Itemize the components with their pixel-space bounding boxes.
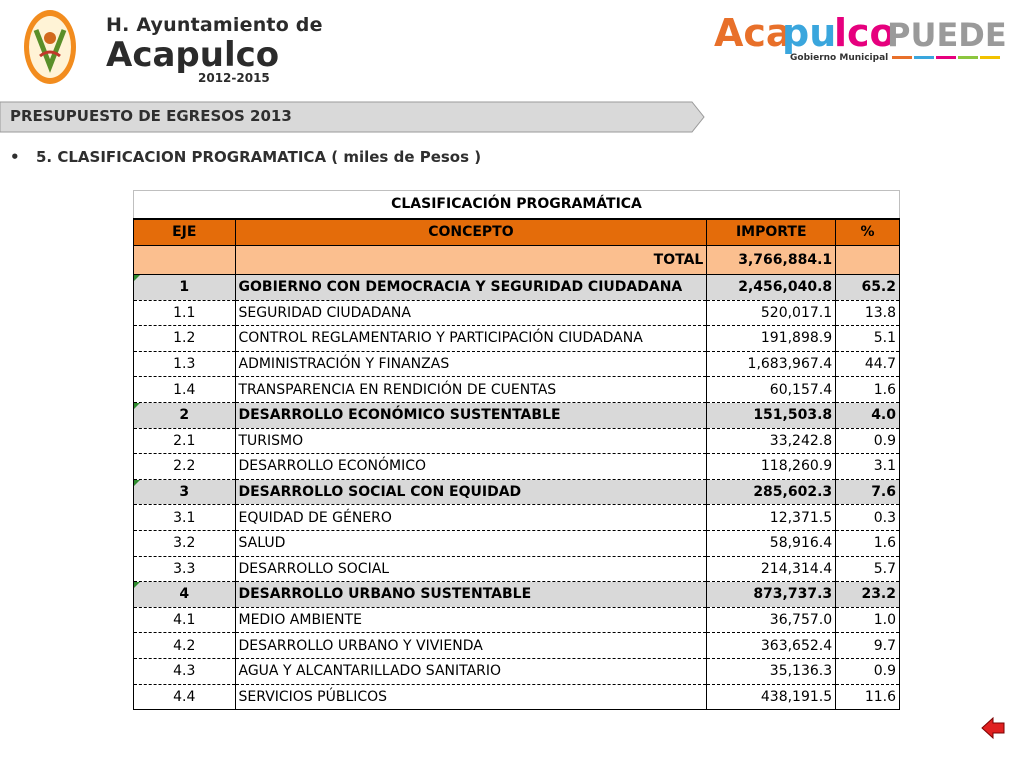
table-row (134, 326, 900, 352)
percent-cell: 9.7 (836, 633, 900, 659)
importe-cell: 35,136.3 (707, 658, 836, 684)
percent-cell: 13.8 (836, 300, 900, 326)
percent-cell: 0.9 (836, 658, 900, 684)
concepto-cell: DESARROLLO ECONÓMICO SUSTENTABLE (235, 402, 707, 428)
importe-cell: 363,652.4 (707, 633, 836, 659)
section-subtitle (10, 148, 481, 166)
concepto-cell: CONTROL REGLAMENTARIO Y PARTICIPACIÓN CIUDADANA (235, 326, 707, 352)
svg-text:Aca: Aca (714, 11, 792, 55)
table-row (134, 633, 900, 659)
total-importe: 3,766,884.1 (707, 246, 836, 275)
percent-cell: 11.6 (836, 684, 900, 710)
importe-cell: 151,503.8 (707, 402, 836, 428)
municipal-seal-icon (22, 8, 78, 86)
axis-row (134, 275, 900, 301)
importe-cell: 520,017.1 (707, 300, 836, 326)
total-row (134, 246, 900, 275)
table-row (134, 300, 900, 326)
percent-cell: 0.9 (836, 428, 900, 454)
svg-text:lco: lco (834, 11, 896, 55)
total-label: TOTAL (235, 246, 707, 275)
importe-cell: 191,898.9 (707, 326, 836, 352)
total-percent-cell (836, 246, 900, 275)
eje-cell: 4.2 (134, 633, 236, 659)
table-row (134, 454, 900, 480)
table-header-row (134, 219, 900, 246)
percent-cell: 1.6 (836, 530, 900, 556)
concepto-cell: DESARROLLO URBANO SUSTENTABLE (235, 582, 707, 608)
cell-comment-marker (134, 480, 140, 486)
percent-cell: 5.7 (836, 556, 900, 582)
axis-row (134, 582, 900, 608)
importe-cell: 438,191.5 (707, 684, 836, 710)
eje-cell: 2.1 (134, 428, 236, 454)
eje-cell: 2 (134, 402, 236, 428)
table-row (134, 505, 900, 531)
svg-text:PUEDE: PUEDE (887, 16, 1007, 54)
importe-cell: 58,916.4 (707, 530, 836, 556)
percent-cell: 44.7 (836, 351, 900, 377)
cell-comment-marker (134, 275, 140, 281)
percent-cell: 4.0 (836, 402, 900, 428)
back-arrow-icon[interactable] (981, 716, 1005, 740)
eje-cell: 1 (134, 275, 236, 301)
concepto-cell: TURISMO (235, 428, 707, 454)
org-period: 2012-2015 (198, 71, 270, 85)
percent-cell: 23.2 (836, 582, 900, 608)
acapulco-puede-logo (712, 4, 1012, 68)
percent-cell: 1.0 (836, 607, 900, 633)
concepto-cell: SERVICIOS PÚBLICOS (235, 684, 707, 710)
header-concepto: CONCEPTO (235, 219, 707, 246)
svg-text:Gobierno Municipal: Gobierno Municipal (790, 53, 889, 63)
eje-cell: 2.2 (134, 454, 236, 480)
concepto-cell: DESARROLLO ECONÓMICO (235, 454, 707, 480)
importe-cell: 60,157.4 (707, 377, 836, 403)
axis-row (134, 479, 900, 505)
eje-cell: 3.3 (134, 556, 236, 582)
org-name-line2: Acapulco (106, 35, 280, 75)
importe-cell: 12,371.5 (707, 505, 836, 531)
eje-cell: 3 (134, 479, 236, 505)
table-row (134, 428, 900, 454)
header-importe: IMPORTE (707, 219, 836, 246)
svg-text:pu: pu (782, 11, 837, 55)
table-row (134, 556, 900, 582)
percent-cell: 65.2 (836, 275, 900, 301)
concepto-cell: EQUIDAD DE GÉNERO (235, 505, 707, 531)
concepto-cell: ADMINISTRACIÓN Y FINANZAS (235, 351, 707, 377)
eje-cell: 1.1 (134, 300, 236, 326)
percent-cell: 3.1 (836, 454, 900, 480)
importe-cell: 285,602.3 (707, 479, 836, 505)
concepto-cell: DESARROLLO URBANO Y VIVIENDA (235, 633, 707, 659)
importe-cell: 214,314.4 (707, 556, 836, 582)
concepto-cell: DESARROLLO SOCIAL CON EQUIDAD (235, 479, 707, 505)
org-name-line1: H. Ayuntamiento de (106, 14, 323, 36)
cell-comment-marker (134, 582, 140, 588)
table-row (134, 658, 900, 684)
percent-cell: 1.6 (836, 377, 900, 403)
subtitle-text: 5. CLASIFICACION PROGRAMATICA ( miles de Pesos ) (36, 148, 482, 166)
table-row (134, 530, 900, 556)
table-caption: CLASIFICACIÓN PROGRAMÁTICA (134, 191, 900, 219)
axis-row (134, 402, 900, 428)
eje-cell: 4.1 (134, 607, 236, 633)
header-eje: EJE (134, 219, 236, 246)
table-row (134, 684, 900, 710)
importe-cell: 33,242.8 (707, 428, 836, 454)
eje-cell: 1.4 (134, 377, 236, 403)
programmatic-classification-table (133, 190, 900, 710)
table-row (134, 377, 900, 403)
percent-cell: 0.3 (836, 505, 900, 531)
table-caption-row (134, 191, 900, 219)
header-percent: % (836, 219, 900, 246)
page-title: PRESUPUESTO DE EGRESOS 2013 (10, 107, 292, 125)
eje-cell: 4.4 (134, 684, 236, 710)
eje-cell: 4.3 (134, 658, 236, 684)
eje-cell: 3.2 (134, 530, 236, 556)
organization-logo (106, 14, 323, 85)
percent-cell: 7.6 (836, 479, 900, 505)
cell-comment-marker (134, 403, 140, 409)
concepto-cell: MEDIO AMBIENTE (235, 607, 707, 633)
concepto-cell: SEGURIDAD CIUDADANA (235, 300, 707, 326)
eje-cell: 1.3 (134, 351, 236, 377)
total-eje-cell (134, 246, 236, 275)
concepto-cell: GOBIERNO CON DEMOCRACIA Y SEGURIDAD CIUDADANA (235, 275, 707, 301)
importe-cell: 1,683,967.4 (707, 351, 836, 377)
eje-cell: 1.2 (134, 326, 236, 352)
importe-cell: 118,260.9 (707, 454, 836, 480)
table-row (134, 607, 900, 633)
concepto-cell: TRANSPARENCIA EN RENDICIÓN DE CUENTAS (235, 377, 707, 403)
table-row (134, 351, 900, 377)
bullet-icon: • (10, 148, 20, 166)
eje-cell: 4 (134, 582, 236, 608)
eje-cell: 3.1 (134, 505, 236, 531)
importe-cell: 36,757.0 (707, 607, 836, 633)
concepto-cell: SALUD (235, 530, 707, 556)
percent-cell: 5.1 (836, 326, 900, 352)
importe-cell: 873,737.3 (707, 582, 836, 608)
concepto-cell: DESARROLLO SOCIAL (235, 556, 707, 582)
concepto-cell: AGUA Y ALCANTARILLADO SANITARIO (235, 658, 707, 684)
importe-cell: 2,456,040.8 (707, 275, 836, 301)
